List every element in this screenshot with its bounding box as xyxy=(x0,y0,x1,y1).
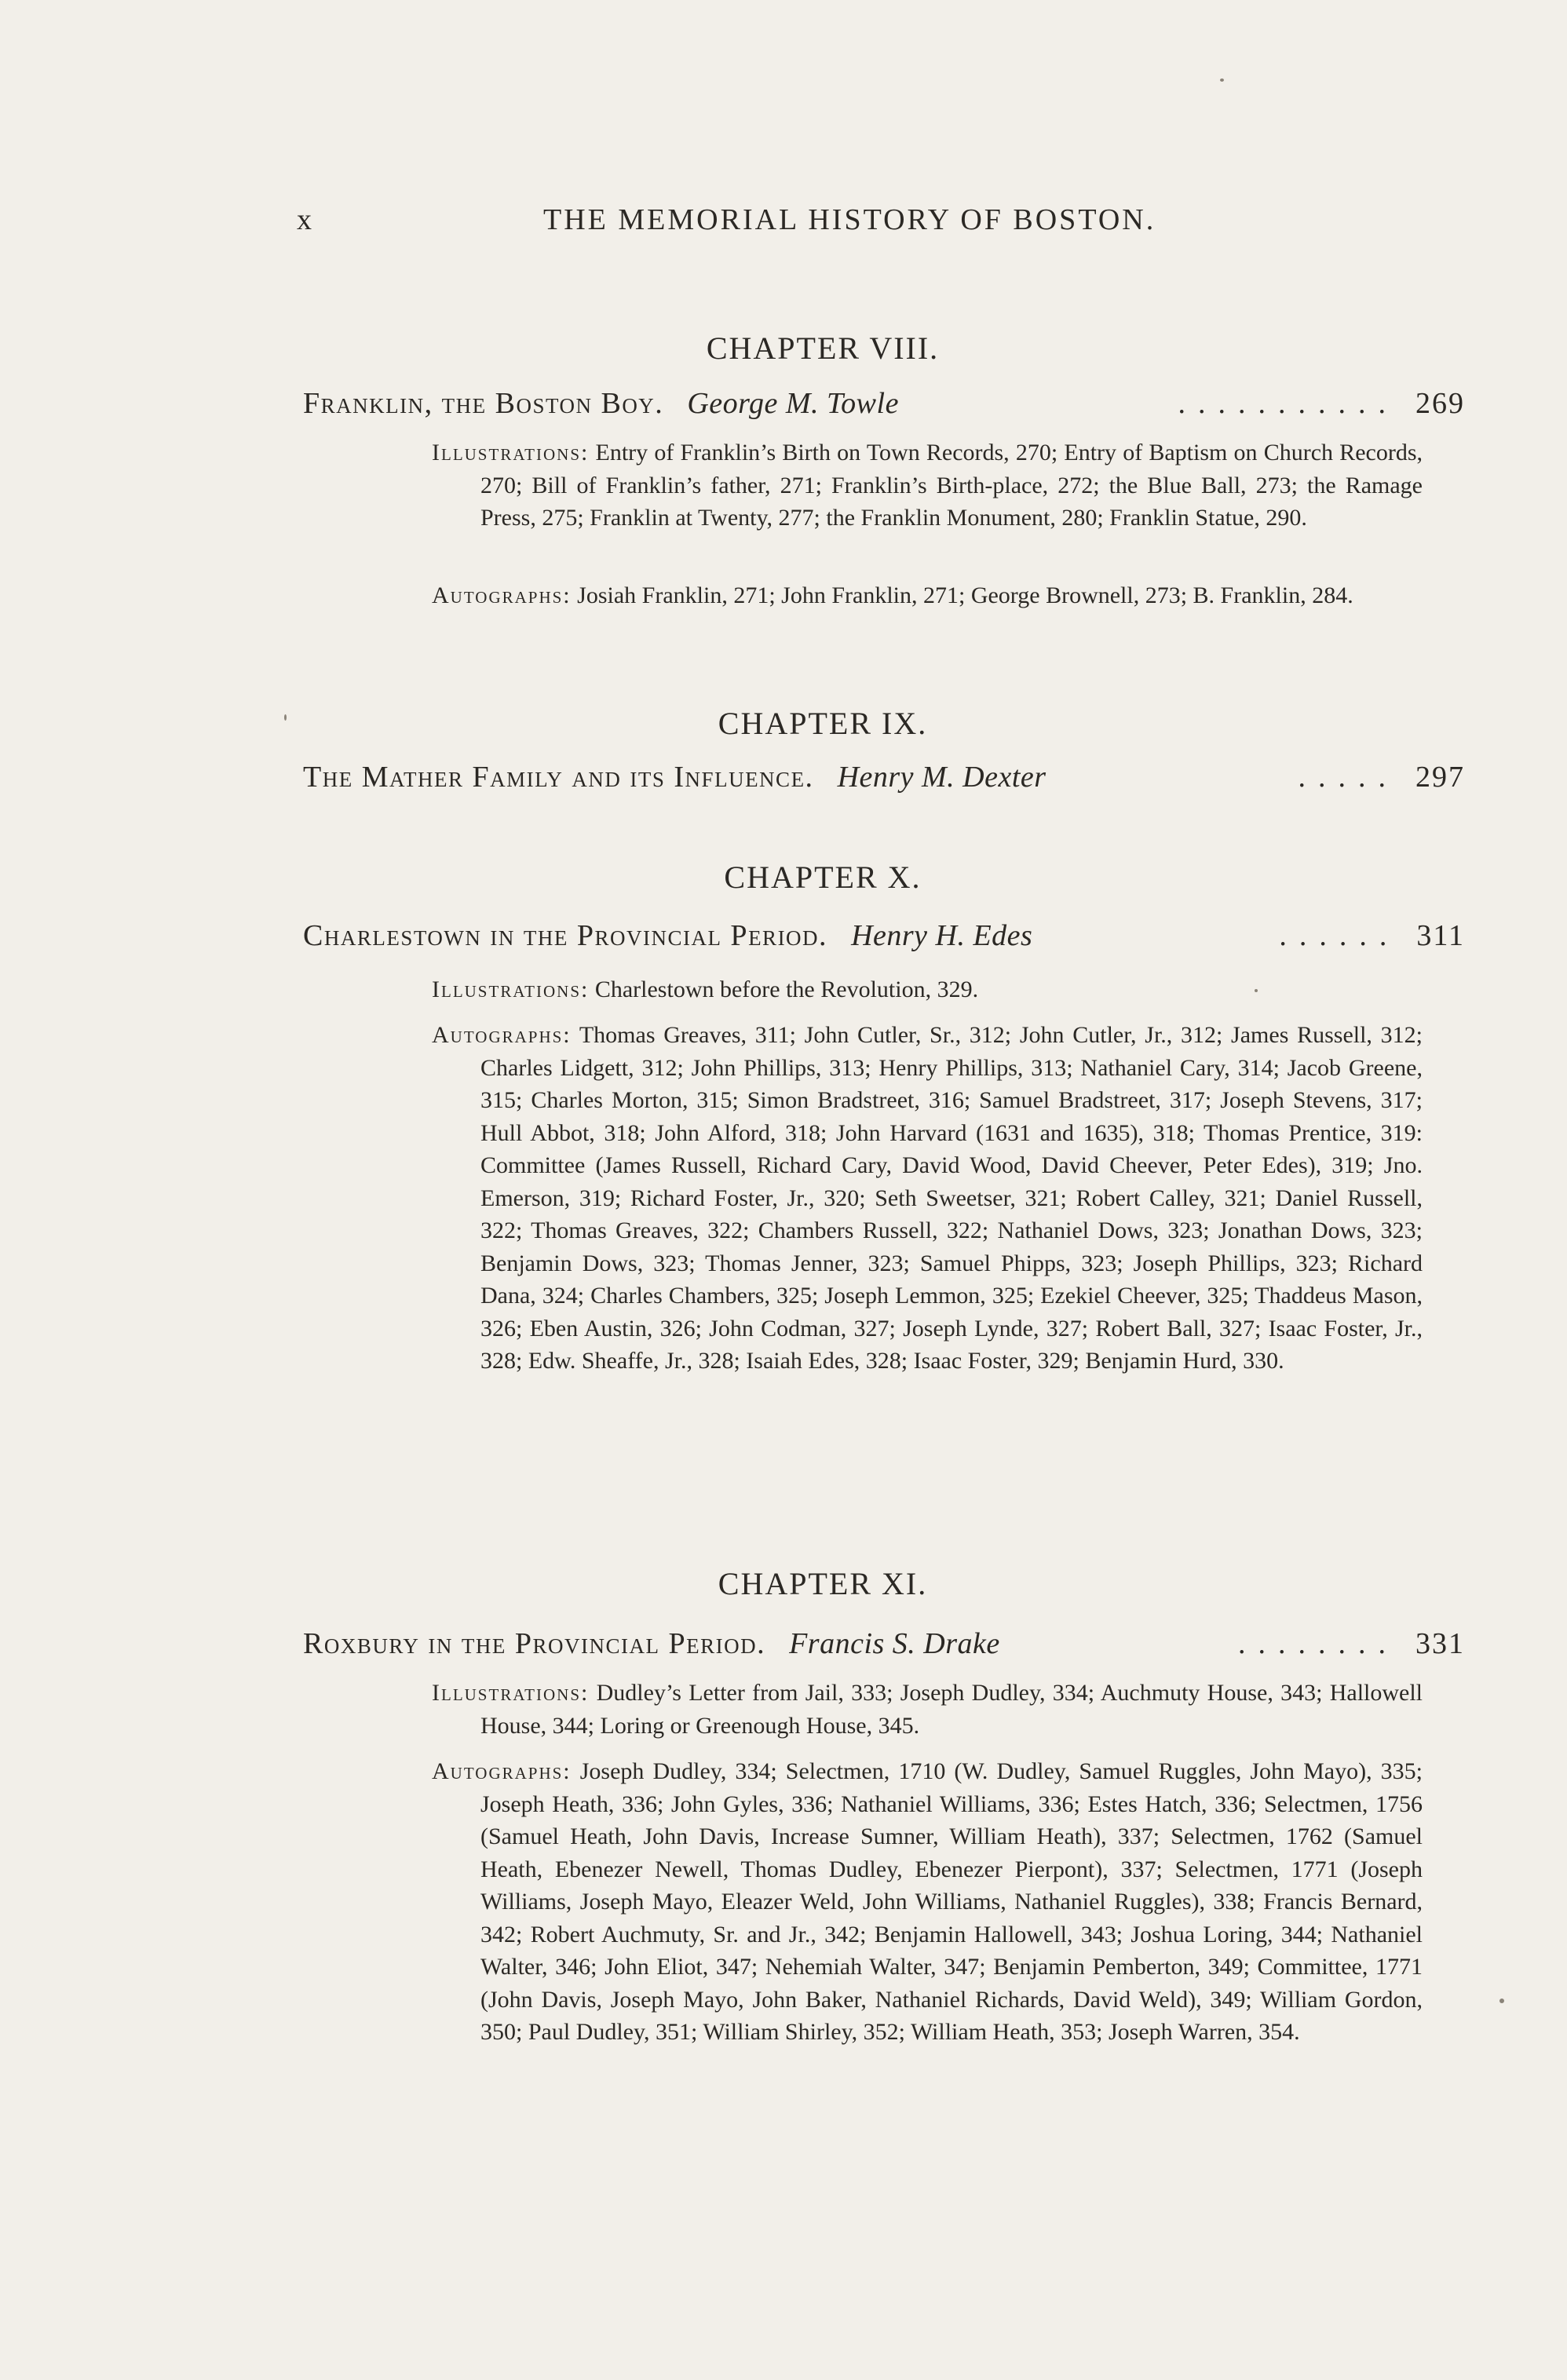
autographs-list: Josiah Franklin, 271; John Franklin, 271; George Brownell, 273; B. Franklin, 284. xyxy=(577,582,1353,608)
chapter-10-leader-dots: ...... xyxy=(1279,919,1400,952)
paper-speck xyxy=(1255,989,1258,992)
chapter-11-title: Roxbury in the Provincial Period. xyxy=(303,1627,766,1660)
chapter-11-toc-line xyxy=(303,1626,1465,1666)
page-folio: x xyxy=(297,203,313,236)
chapter-8-author: George M. Towle xyxy=(687,387,899,420)
illustrations-label: Illustrations: xyxy=(432,976,590,1002)
chapter-10-title: Charlestown in the Provincial Period. xyxy=(303,919,828,952)
chapter-10-author: Henry H. Edes xyxy=(851,919,1033,952)
chapter-11-author: Francis S. Drake xyxy=(789,1627,1000,1660)
chapter-11-heading: CHAPTER XI. xyxy=(718,1566,928,1601)
chapter-9-title: The Mather Family and its Influence. xyxy=(303,761,814,794)
illustrations-list: Charlestown before the Revolution, 329. xyxy=(594,976,979,1002)
paper-speck xyxy=(1220,78,1224,82)
autographs-label: Autographs: xyxy=(432,1758,572,1784)
chapter-10-illustrations xyxy=(432,973,1423,1006)
illustrations-label: Illustrations: xyxy=(432,440,590,465)
chapter-8-page-number: 269 xyxy=(1415,387,1465,420)
chapter-8-heading: CHAPTER VIII. xyxy=(706,330,940,366)
autographs-list: Joseph Dudley, 334; Selectmen, 1710 (W. Dudley, Samuel Ruggles, John Mayo), 335; Joseph Heath, 336; John Gyles, 336; Nathaniel Williams, 336; Estes Hatch, 336; Selectmen, 1756 (Samuel Heath, John Davis, Increase Sumner, William Heath), 337; Selectmen, 1762 (Samuel Heath, Ebenezer Newell, Thomas Dudley, Ebenezer Pierpont), 337; Selectmen, 1771 (Joseph Williams, Joseph Mayo, Eleazer Weld, John Williams, Nathaniel Ruggles), 338; Francis Bernard, 342; Robert Auchmuty, Sr. and Jr., 342; Benjamin Hallowell, 343; Joshua Loring, 344; Nathaniel Walter, 346; John Eliot, 347; Nehemiah Walter, 347; Benjamin Pemberton, 349; Committee, 1771 (John Davis, Joseph Mayo, John Baker, Nathaniel Richards, David Weld), 349; William Gordon, 350; Paul Dudley, 351; William Shirley, 352; William Heath, 353; Joseph Warren, 354. xyxy=(480,1758,1423,2045)
illustrations-list: Entry of Franklin’s Birth on Town Records, 270; Entry of Baptism on Church Records, 270; Bill of Franklin’s father, 271; Franklin’s Birth-place, 272; the Blue Ball, 273; the Ramage Press, 275; Franklin at Twenty, 277; the Franklin Monument, 280; Franklin Statue, 290. xyxy=(480,440,1423,531)
chapter-10-page-number: 311 xyxy=(1416,919,1465,952)
chapter-8-illustrations xyxy=(432,436,1423,535)
chapter-9-page-number: 297 xyxy=(1415,761,1465,794)
chapter-11-autographs xyxy=(432,1755,1423,2049)
illustrations-label: Illustrations: xyxy=(432,1680,590,1706)
book-title: THE MEMORIAL HISTORY OF BOSTON. xyxy=(543,203,1156,236)
chapter-11-leader-dots: ........ xyxy=(1238,1627,1398,1660)
paper-speck xyxy=(284,714,287,721)
chapter-10-autographs xyxy=(432,1019,1423,1378)
chapter-9-author: Henry M. Dexter xyxy=(837,761,1046,794)
autographs-label: Autographs: xyxy=(432,1022,572,1048)
chapter-8-autographs xyxy=(432,579,1423,612)
chapter-11-page-number: 331 xyxy=(1415,1627,1465,1660)
autographs-label: Autographs: xyxy=(432,582,572,608)
chapter-9-toc-line xyxy=(303,760,1465,799)
chapter-8-leader-dots: ........... xyxy=(1178,387,1398,420)
chapter-9-leader-dots: ..... xyxy=(1298,761,1398,794)
chapter-8-title: Franklin, the Boston Boy. xyxy=(303,387,664,420)
running-head xyxy=(297,203,1459,242)
illustrations-list: Dudley’s Letter from Jail, 333; Joseph Dudley, 334; Auchmuty House, 343; Hallowell House, 344; Loring or Greenough House, 345. xyxy=(480,1680,1423,1739)
paper-speck xyxy=(1499,1999,1504,2003)
chapter-8-toc-line xyxy=(303,386,1465,425)
chapter-11-illustrations xyxy=(432,1677,1423,1742)
chapter-10-toc-line xyxy=(303,918,1465,958)
chapter-10-heading: CHAPTER X. xyxy=(724,860,922,895)
autographs-list: Thomas Greaves, 311; John Cutler, Sr., 312; John Cutler, Jr., 312; James Russell, 312; Charles Lidgett, 312; John Phillips, 313; Henry Phillips, 313; Nathaniel Cary, 314; Jacob Greene, 315; Charles Morton, 315; Simon Bradstreet, 316; Samuel Bradstreet, 317; Joseph Stevens, 317; Hull Abbot, 318; John Alford, 318; John Harvard (1631 and 1635), 318; Thomas Prentice, 319: Committee (James Russell, Richard Cary, David Wood, David Cheever, Peter Edes), 319; Jno. Emerson, 319; Richard Foster, Jr., 320; Seth Sweetser, 321; Robert Calley, 321; Daniel Russell, 322; Thomas Greaves, 322; Chambers Russell, 322; Nathaniel Dows, 323; Jonathan Dows, 323; Benjamin Dows, 323; Thomas Jenner, 323; Samuel Phipps, 323; Joseph Phillips, 323; Richard Dana, 324; Charles Chambers, 325; Joseph Lemmon, 325; Ezekiel Cheever, 325; Thaddeus Mason, 326; Eben Austin, 326; John Codman, 327; Joseph Lynde, 327; Robert Ball, 327; Isaac Foster, Jr., 328; Edw. Sheaffe, Jr., 328; Isaiah Edes, 328; Isaac Foster, 329; Benjamin Hurd, 330. xyxy=(480,1022,1423,1374)
chapter-9-heading: CHAPTER IX. xyxy=(718,706,928,741)
